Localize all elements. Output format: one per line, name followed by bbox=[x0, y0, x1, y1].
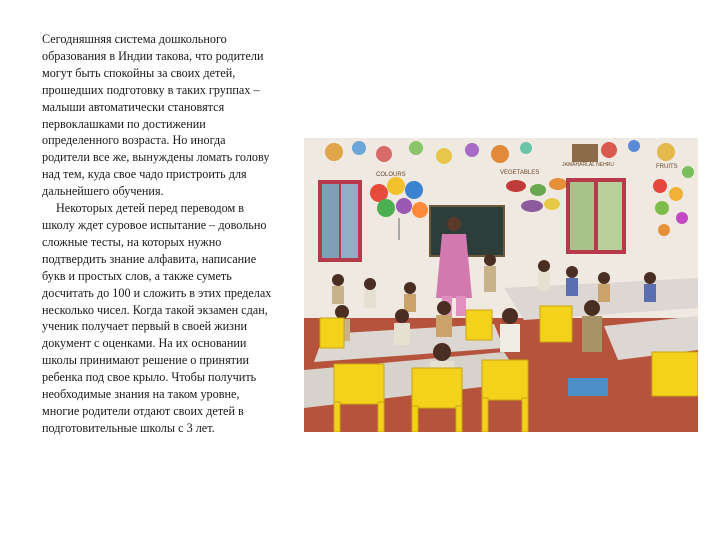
article-paragraph-1: Сегодняшняя система дошкольного образования в Индии такова, что родители могут быть спокойны за своих детей, прошедших подготовку в таких группах – малыши автоматически становятся первоклашками по достижении определенного возраста. Но иногда родители все же, вынуждены ломать голову над тем, куда свое чадо пристроить для дальнейшего обучения. bbox=[42, 32, 270, 199]
portrait-frame bbox=[572, 144, 598, 162]
wall-label-vegetables: VEGETABLES bbox=[500, 170, 540, 176]
wall-label-portrait: JAWAHARLAL NEHRU bbox=[562, 162, 614, 168]
floor-box bbox=[568, 378, 608, 396]
right-window bbox=[566, 178, 626, 254]
classroom-photo bbox=[304, 138, 698, 432]
wall-label-fruits: FRUITS bbox=[656, 164, 678, 170]
article-text bbox=[42, 31, 272, 437]
article-paragraph-2: Некоторых детей перед переводом в школу ждет суровое испытание – довольно сложные тесты, на которых нужно подтвердить знание алфавита, написание букв и простых слов, а также суметь досчитать до 100 и сложить в этих пределах несколько чисел. Когда такой экзамен сдан, ученик получает первый в своей жизни документ с оценками. На их основании школы принимают решение о принятии ребенка под свое крыло. Чтобы получить необходимые знания на таком уровне, многие родители отдают своих детей в подготовительные школы с 3 лет. bbox=[42, 201, 272, 435]
wall-label-colours: COLOURS bbox=[376, 172, 406, 178]
left-window bbox=[318, 180, 362, 262]
